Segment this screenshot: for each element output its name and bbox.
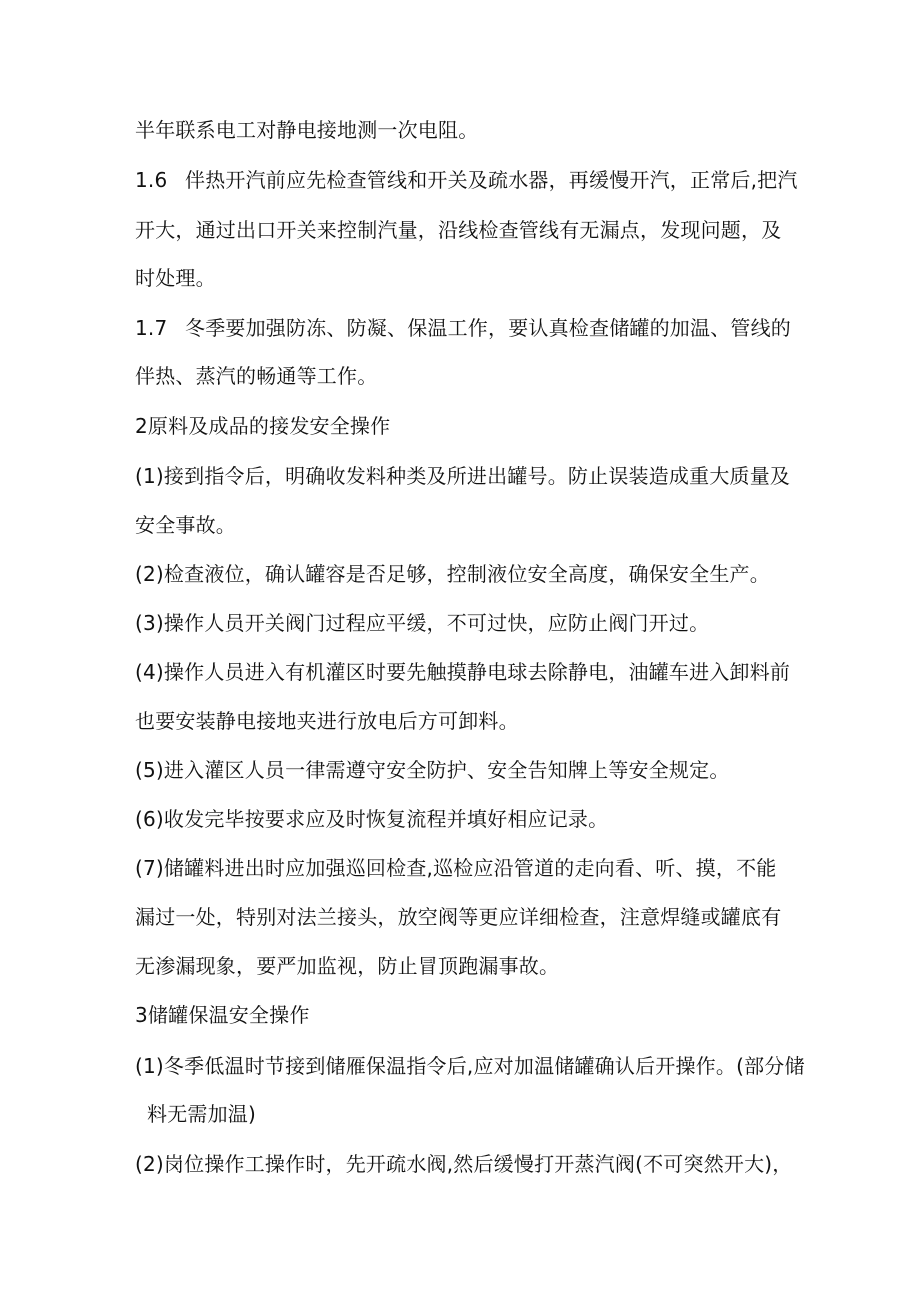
text-line — [135, 905, 781, 929]
line-text: (5)进入灌区人员一律需遵守安全防护、安全告知牌上等安全规定。 — [135, 758, 730, 782]
section-number: 1.6 — [135, 168, 168, 192]
line-text: (6)收发完毕按要求应及时恢复流程并填好相应记录。 — [135, 807, 609, 831]
text-line — [135, 562, 770, 586]
line-text: 料无需加温) — [147, 1102, 257, 1126]
line-text: (1)冬季低温时节接到储雁保温指令后,应对加温储罐确认后开操作。(部分储 — [135, 1054, 805, 1078]
text-line — [135, 266, 216, 290]
line-text: 冬季要加强防冻、防凝、保温工作，要认真检查储罐的加温、管线的 — [185, 316, 791, 340]
text-line — [135, 316, 791, 340]
text-line — [135, 513, 236, 537]
text-line — [135, 1054, 805, 1078]
line-text: 漏过一处，特别对法兰接头，放空阀等更应详细检查，注意焊缝或罐底有 — [135, 905, 782, 929]
line-text: 伴热、蒸汽的畅通等工作。 — [135, 364, 378, 388]
line-text: (4)操作人员进入有机灌区时要先触摸静电球去除静电，油罐车进入卸料前 — [135, 660, 791, 684]
text-line — [135, 954, 559, 978]
text-line — [135, 660, 790, 684]
text-line — [135, 364, 377, 388]
line-text: 伴热开汽前应先检查管线和开关及疏水器，再缓慢开汽，正常后,把汽 — [185, 168, 798, 192]
text-line — [135, 1102, 256, 1126]
text-line — [135, 118, 478, 142]
section-heading — [135, 414, 390, 438]
line-text: (2)岗位操作工操作时，先开疏水阀,然后缓慢打开蒸汽阀(不可突然开大)， — [135, 1152, 793, 1176]
line-text: 3储罐保温安全操作 — [135, 1003, 310, 1027]
line-text: (1)接到指令后，明确收发料种类及所进出罐号。防止误装造成重大质量及 — [135, 464, 791, 488]
text-line — [135, 1152, 793, 1176]
line-text: (7)储罐料进出时应加强巡回检查,巡检应沿管道的走向看、听、摸，不能 — [135, 856, 777, 880]
line-text: 也要安装静电接地夹进行放电后方可卸料。 — [135, 709, 519, 733]
text-line — [135, 168, 798, 192]
text-line — [135, 758, 730, 782]
text-line — [135, 218, 781, 242]
section-number: 1.7 — [135, 316, 168, 340]
text-line — [135, 611, 709, 635]
line-text: (2)检查液位，确认罐容是否足够，控制液位安全高度，确保安全生产。 — [135, 562, 770, 586]
line-text: 开大，通过出口开关来控制汽量，沿线检查管线有无漏点，发现问题，及 — [135, 218, 782, 242]
line-text: 2原料及成品的接发安全操作 — [135, 414, 391, 438]
line-text: 无渗漏现象，要严加监视，防止冒顶跑漏事故。 — [135, 954, 560, 978]
text-line — [135, 856, 777, 880]
line-text: 时处理。 — [135, 266, 216, 290]
line-text: 半年联系电工对静电接地测一次电阻。 — [135, 118, 479, 142]
text-line — [135, 709, 519, 733]
section-heading — [135, 1003, 310, 1027]
line-text: (3)操作人员开关阀门过程应平缓，不可过快，应防止阀门开过。 — [135, 611, 710, 635]
text-line — [135, 807, 608, 831]
text-line — [135, 464, 790, 488]
line-text: 安全事故。 — [135, 513, 236, 537]
